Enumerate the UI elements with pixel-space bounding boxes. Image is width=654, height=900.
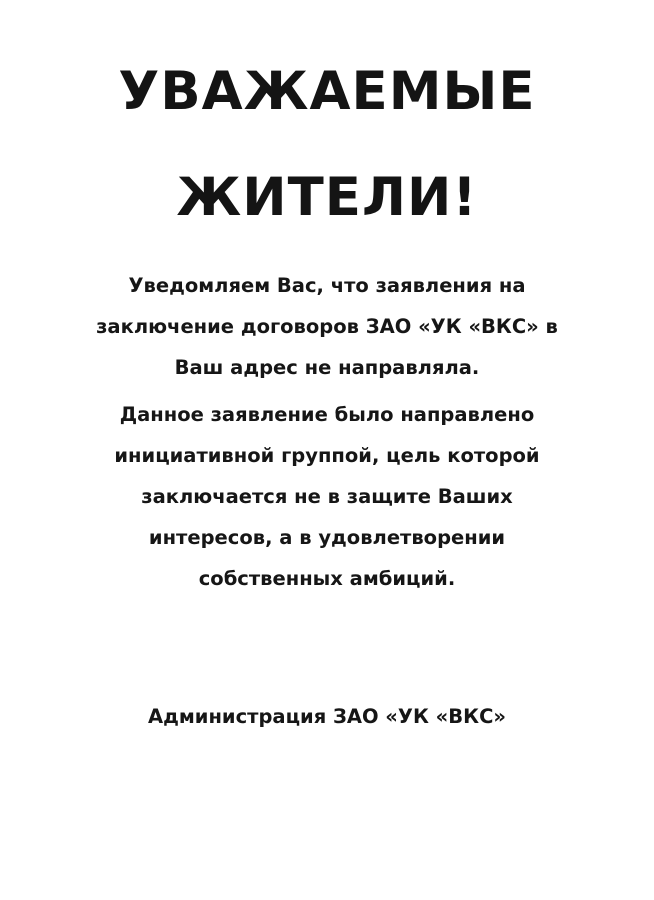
paragraph-2-line-2: инициативной группой, цель которой bbox=[114, 444, 540, 467]
paragraph-1-line-3: Ваш адрес не направляла. bbox=[174, 356, 480, 379]
headline-line-2: ЖИТЕЛИ! bbox=[176, 167, 478, 228]
notice-paragraph-2 bbox=[0, 394, 654, 599]
signature: Администрация ЗАО «УК «ВКС» bbox=[148, 705, 506, 728]
paragraph-2-line-1: Данное заявление было направлено bbox=[119, 403, 535, 426]
paragraph-1-line-2: заключение договоров ЗАО «УК «ВКС» в bbox=[96, 315, 558, 338]
paragraph-2-line-3: заключается не в защите Ваших bbox=[141, 485, 513, 508]
notice-paragraph-1 bbox=[0, 265, 654, 388]
headline-line-1: УВАЖАЕМЫЕ bbox=[118, 61, 536, 122]
paragraph-1-line-1: Уведомляем Вас, что заявления на bbox=[128, 274, 526, 297]
paragraph-2-line-4: интересов, а в удовлетворении bbox=[148, 526, 506, 549]
paragraph-2-line-5: собственных амбиций. bbox=[198, 567, 456, 590]
